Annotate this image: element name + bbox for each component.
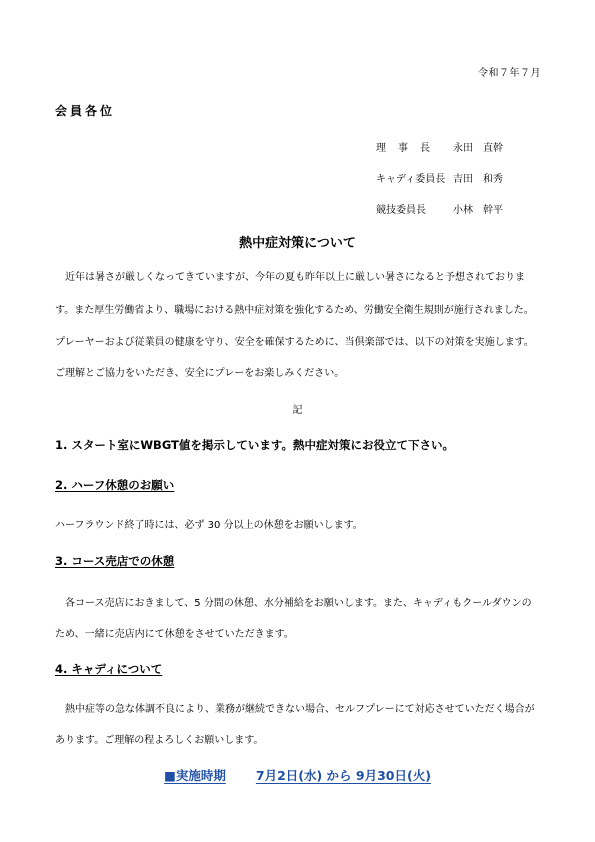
signatory-name-competition-committee: 小林 幹平 xyxy=(453,205,503,216)
item-heading-1: 1. スタート室にWBGT値を掲示しています。熱中症対策にお役立て下さい。 xyxy=(55,438,454,452)
item-2-text: ハーフラウンド終了時には、必ず 30 分以上の休憩をお願いします。 xyxy=(55,520,363,531)
intro-line: 近年は暑さが厳しくなってきていますが、今年の夏も昨年以上に厳しい暑さになると予想されておりま xyxy=(55,272,525,283)
intro-line: プレーヤーおよび従業員の健康を守り、安全を確保するために、当倶楽部では、以下の対策を実施します。 xyxy=(55,337,534,348)
item-heading-2: 2. ハーフ休憩のお願い xyxy=(55,478,175,492)
item-4-text: 熱中症等の急な体調不良により、業務が継続できない場合、セルフプレーにて対応させていただく場合が xyxy=(55,704,535,715)
item-3-text: 各コース売店におきまして、5 分間の休憩、水分補給をお願いします。また、キャディもクールダウンの xyxy=(55,598,532,609)
intro-line: ご理解とご協力をいただき、安全にプレーをお楽しみください。 xyxy=(55,368,345,379)
signatory-role-competition-committee: 競技委員長 xyxy=(376,205,426,216)
item-3-text: ため、一緒に売店内にて休憩をさせていただきます。 xyxy=(55,629,294,640)
item-heading-3: 3. コース売店での休憩 xyxy=(55,554,175,568)
signatory-name-caddie-committee: 吉田 和秀 xyxy=(453,174,503,185)
document-date: 令和７年７月 xyxy=(478,68,541,79)
item-heading-4: 4. キャディについて xyxy=(55,662,163,676)
intro-line: す。また厚生労働省より、職場における熱中症対策を強化するため、労働安全衛生規則が施行されました。 xyxy=(55,305,534,316)
signatory-role-caddie-committee: キャディ委員長 xyxy=(376,174,446,185)
period-value: 7月2日(水) から 9月30日(火) xyxy=(255,768,431,783)
implementation-period xyxy=(0,766,595,784)
period-label: ■実施時期 xyxy=(164,768,226,783)
document-title: 熱中症対策について xyxy=(239,236,356,251)
addressee: 会員各位 xyxy=(55,104,116,118)
item-4-text: あります。ご理解の程よろしくお願いします。 xyxy=(55,735,264,746)
signatory-name-chairman: 永田 直幹 xyxy=(453,143,503,154)
ki-marker: 記 xyxy=(292,405,303,416)
signatory-role-chairman: 理 事 長 xyxy=(376,143,431,154)
